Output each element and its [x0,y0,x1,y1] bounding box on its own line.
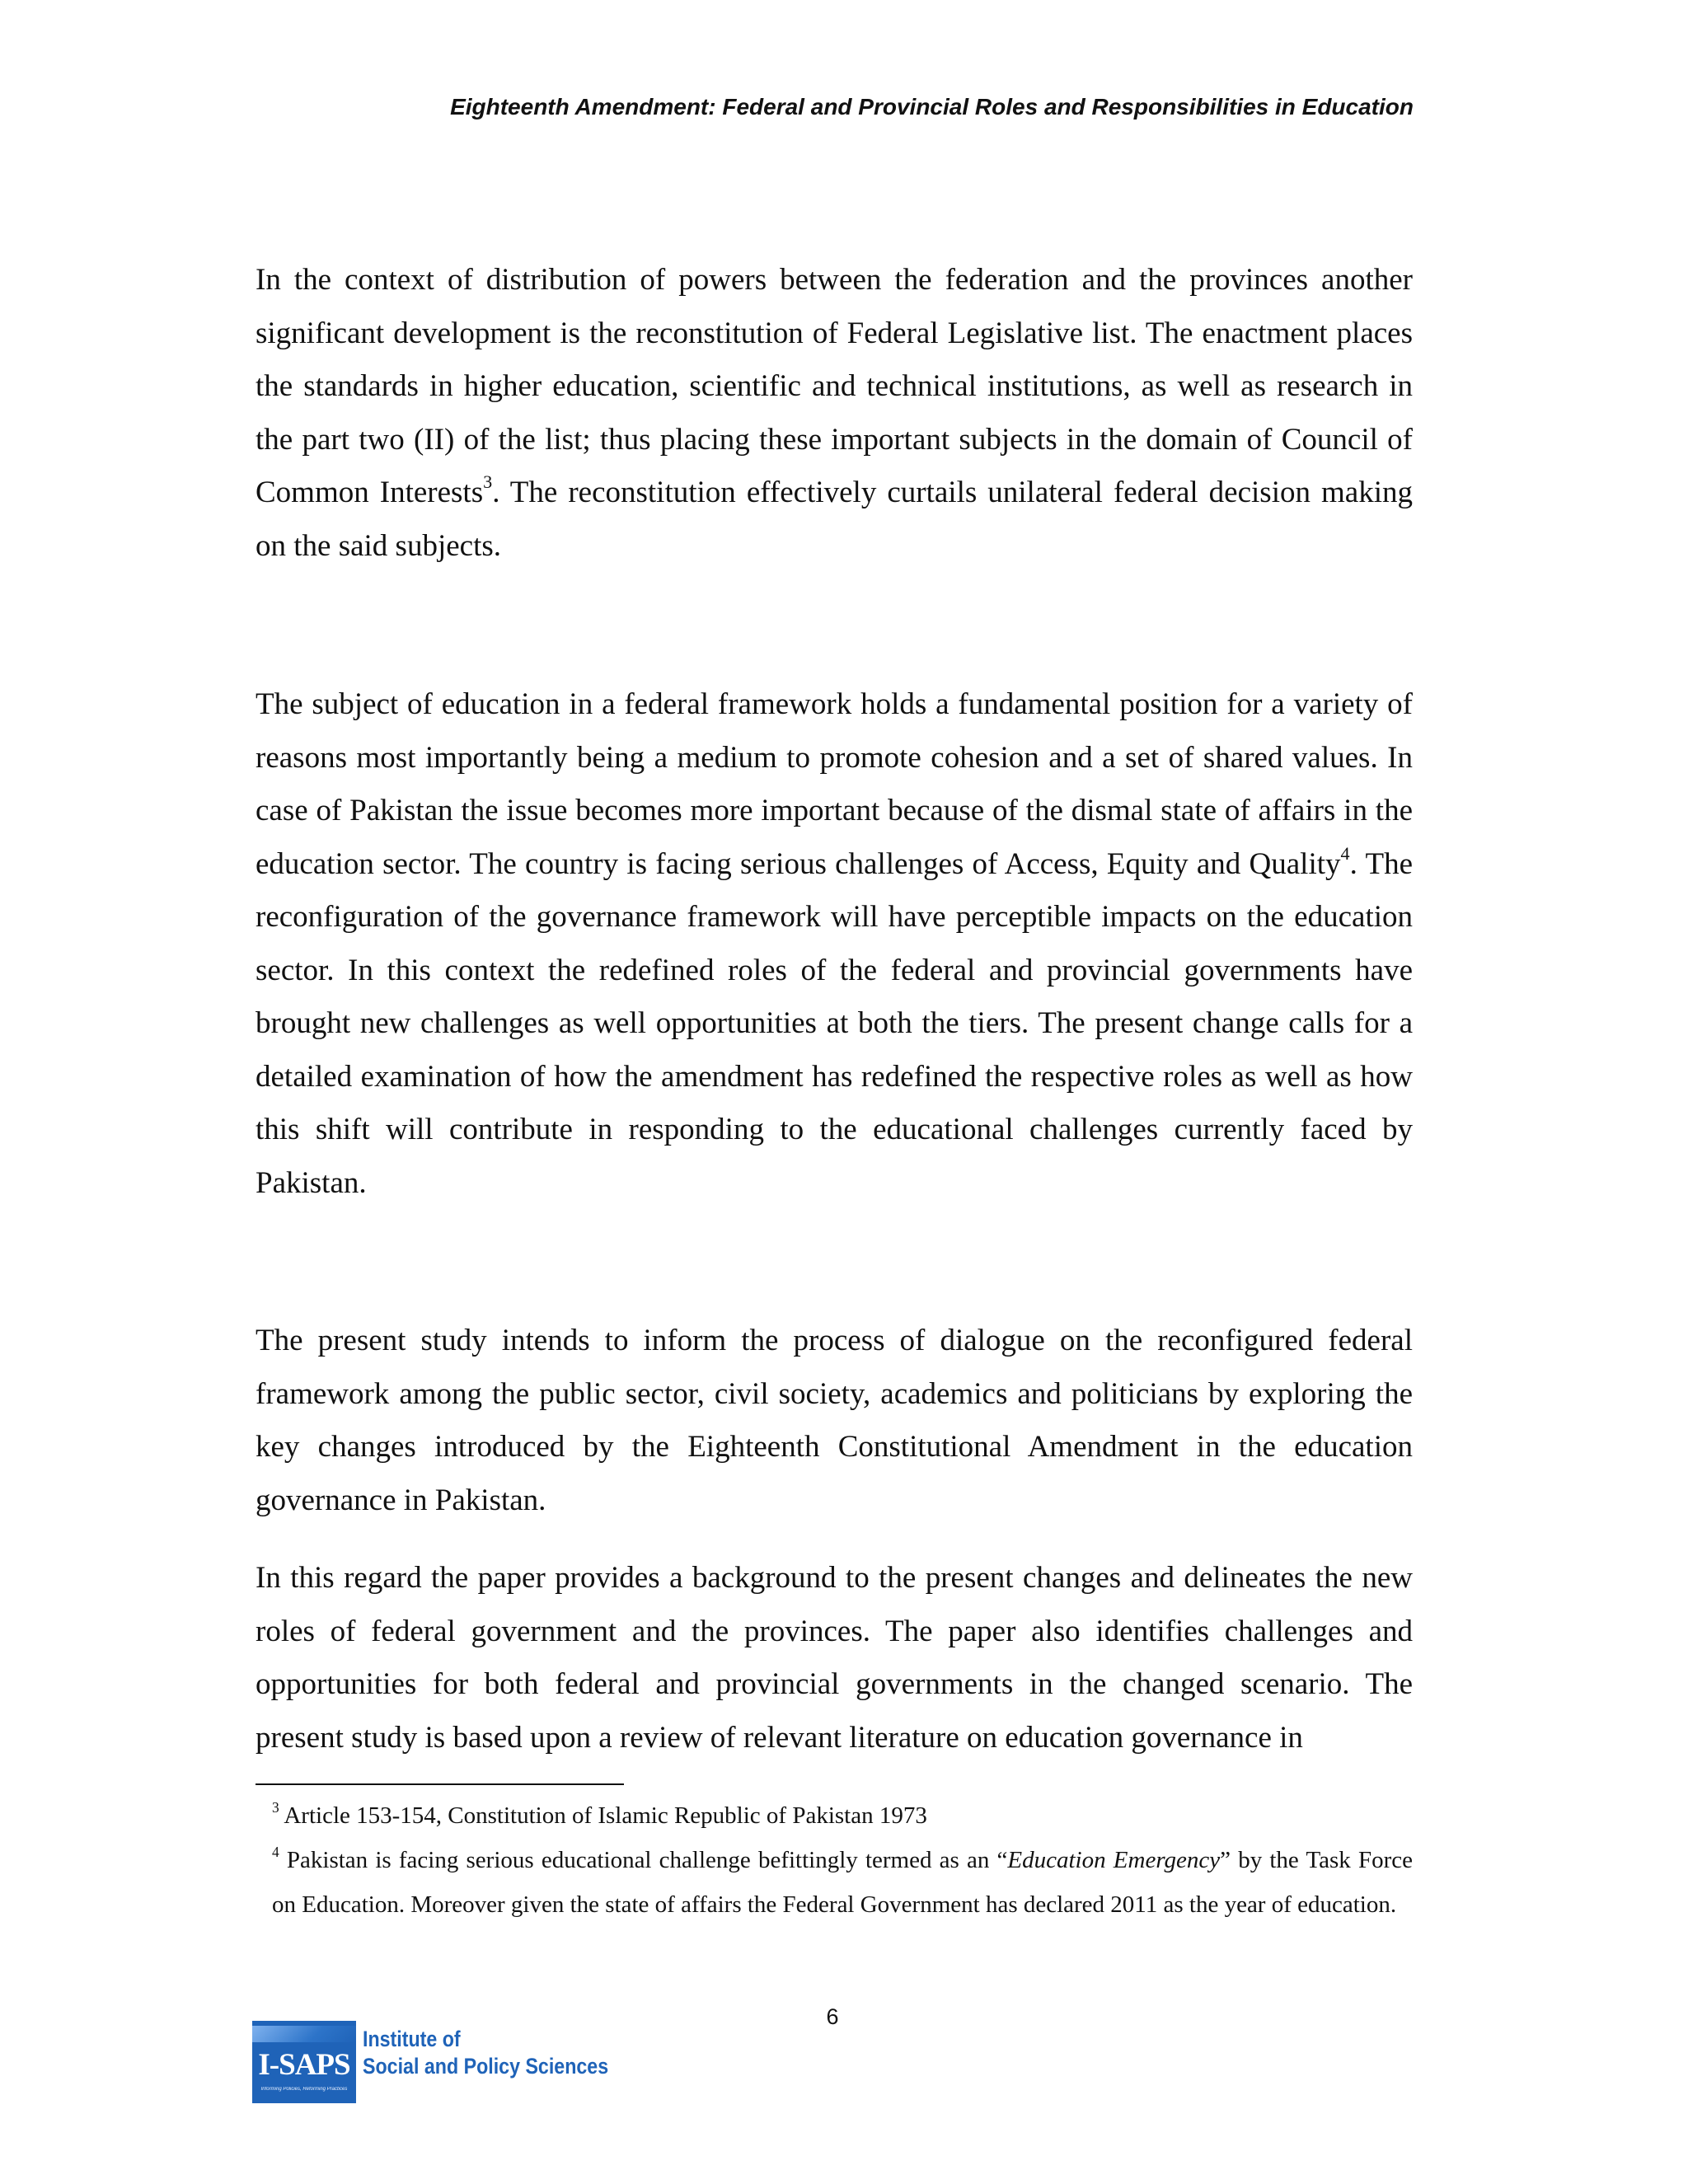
footnote-ref-4[interactable]: 4 [1340,842,1350,864]
logo-name-line-2: Social and Policy Sciences [363,2054,609,2079]
paragraph-3 [256,1315,1413,1527]
footnote-4-number: 4 [272,1843,279,1860]
paragraph-1-text-cont: . The reconstitution effectively curtails unilateral federal decision making on the said subjects. [256,476,1413,563]
footnote-4-emphasis: Education Emergency [1007,1847,1221,1873]
footnote-separator [256,1783,624,1785]
paragraph-2-text: The subject of education in a federal framework holds a fundamental position for a variety of reasons most importantly being a medium to promote cohesion and a set of shared values. In case of Pakistan the issue becomes more important because of the dismal state of affairs in the education sector. The country is facing serious challenges of Access, Equity and Quality [256,687,1413,881]
footnote-4 [272,1838,1413,1927]
footnote-4-text: Pakistan is facing serious educational challenge befittingly termed as an “ [286,1847,1008,1873]
paragraph-2-text-cont: . The reconfiguration of the governance framework will have perceptible impacts on the education sector. In this context the redefined roles of the federal and provincial governments have brought new challenges as well opportunities at both the tiers. The present change calls for a detailed examination of how the amendment has redefined the respective roles as well as how this shift will contribute in responding to the educational challenges currently faced by Pakistan. [256,846,1414,1200]
footnote-ref-3[interactable]: 3 [483,471,493,493]
logo-name-line-1: Institute of [363,2027,461,2051]
paragraph-3-text: The present study intends to inform the process of dialogue on the reconfigured federal framework among the public sector, civil society, academics and politicians by exploring the key changes introduced by the Eighteenth Constitutional Amendment in the education governance in Pakistan. [256,1324,1413,1517]
paragraph-4-text: In this regard the paper provides a background to the present changes and delineates the new roles of federal government and the provinces. The paper also identifies challenges and opportunities for both federal and provincial governments in the changed scenario. The present study is based upon a review of relevant literature on education governance in [256,1561,1413,1755]
paragraph-1-text: In the context of distribution of powers between the federation and the provinces another significant development is the reconstitution of Federal Legislative list. The enactment places the standards in higher education, scientific and technical institutions, as well as research in the part two (II) of the list; thus placing these important subjects in the domain of Council of Common Interests [256,263,1413,509]
footnote-4-text-cont: ” by the Task Force on Education. Moreover given the state of affairs the Federal Government has declared 2011 as the year of education. [272,1847,1414,1918]
page-number: 6 [826,2004,839,2029]
logo-stripe [252,2026,356,2042]
running-header: Eighteenth Amendment: Federal and Provincial Roles and Responsibilities in Education [450,94,1414,120]
logo-name [363,2026,608,2080]
footnote-3-text: Article 153-154, Constitution of Islamic Republic of Pakistan 1973 [284,1802,927,1829]
isaps-logo [252,2021,609,2107]
paragraph-4 [256,1552,1413,1765]
footnotes [272,1793,1413,1927]
footnote-3 [272,1793,1413,1838]
logo-box [252,2021,356,2103]
logo-tagline: Informing Policies, Reforming Practices [260,2087,348,2092]
paragraph-1 [256,254,1413,573]
logo-abbreviation: I-SAPS [258,2048,350,2082]
paragraph-2 [256,678,1413,1210]
footnote-3-number: 3 [272,1798,279,1816]
